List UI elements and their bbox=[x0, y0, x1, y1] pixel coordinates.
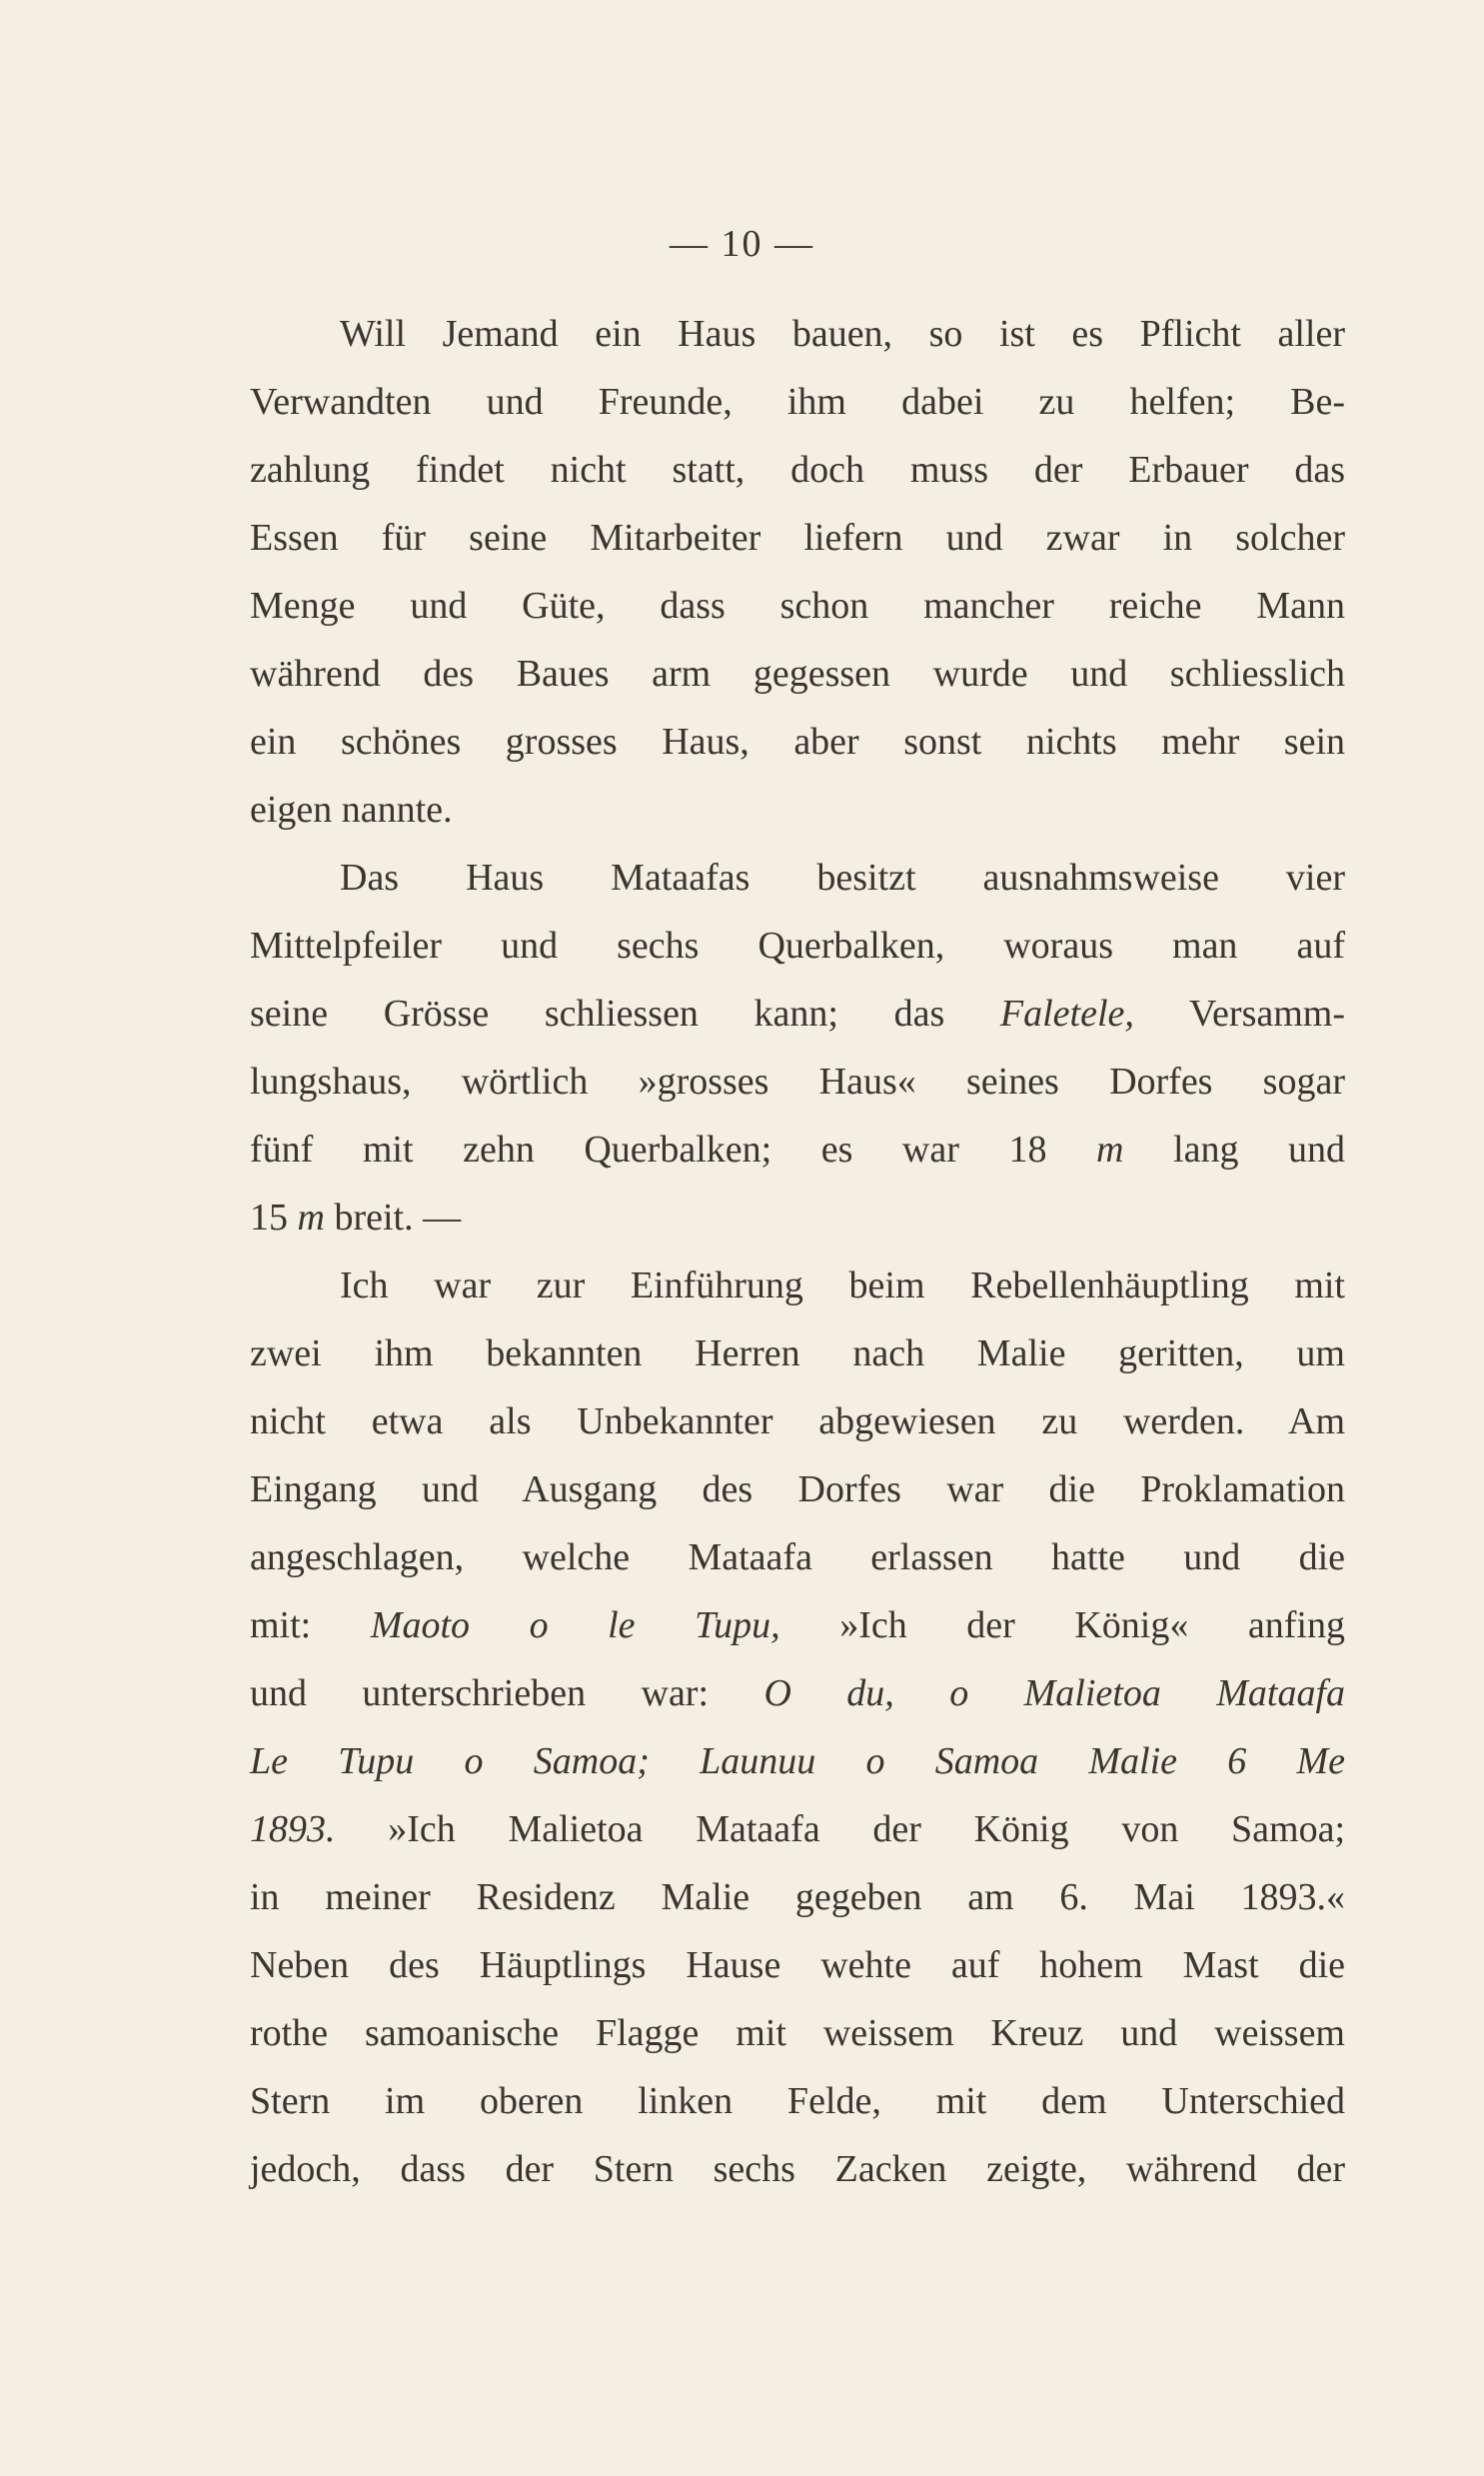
text-line: Essen für seine Mitarbeiter liefern und zwar in solcher bbox=[250, 517, 1345, 559]
text-segment: und unterschrieben war: bbox=[250, 1672, 710, 1714]
text-line: in meiner Residenz Malie gegeben am 6. Mai 1893.« bbox=[250, 1876, 1345, 1918]
text-line: lungshaus, wörtlich »grosses Haus« seines Dorfes sogar bbox=[250, 1061, 1345, 1103]
page-number: — 10 — bbox=[670, 223, 814, 265]
text-segment: 15 bbox=[250, 1197, 288, 1238]
text-line: Ich war zur Einführung beim Rebellenhäuptling mit bbox=[340, 1264, 1345, 1306]
italic-date: 1893. bbox=[250, 1808, 336, 1850]
text-line: Verwandten und Freunde, ihm dabei zu helfen; Be- bbox=[250, 381, 1345, 423]
italic-quote: Le Tupu o Samoa; bbox=[250, 1740, 650, 1782]
text-line: Neben des Häuptlings Hause wehte auf hohem Mast die bbox=[250, 1944, 1345, 1986]
italic-quote: O du, o Malietoa Mataafa bbox=[763, 1672, 1346, 1714]
text-segment: Versamm- bbox=[1188, 993, 1345, 1035]
text-line: jedoch, dass der Stern sechs Zacken zeigte, während der bbox=[250, 2148, 1345, 2190]
text-line: rothe samoanische Flagge mit weissem Kreuz und weissem bbox=[250, 2012, 1345, 2054]
text-line: Will Jemand ein Haus bauen, so ist es Pflicht aller bbox=[340, 313, 1345, 355]
text-line: Das Haus Mataafas besitzt ausnahmsweise vier bbox=[340, 857, 1345, 899]
text-line: zwei ihm bekannten Herren nach Malie geritten, um bbox=[250, 1332, 1345, 1374]
text-segment: seine Grösse schliessen kann; das bbox=[250, 993, 945, 1035]
text-line: Menge und Güte, dass schon mancher reiche Mann bbox=[250, 585, 1345, 627]
body-text bbox=[250, 300, 1345, 2203]
text-line: zahlung findet nicht statt, doch muss der Erbauer das bbox=[250, 449, 1345, 491]
text-segment: fünf mit zehn Querbalken; es war 18 bbox=[250, 1129, 1047, 1171]
text-line bbox=[250, 1591, 1345, 1659]
text-line bbox=[250, 1659, 1345, 1727]
italic-unit: m bbox=[297, 1197, 325, 1238]
text-segment: mit: bbox=[250, 1604, 312, 1646]
text-segment: »Ich der König« anfing bbox=[839, 1604, 1345, 1646]
text-segment: »Ich Malietoa Mataafa der König von Samoa; bbox=[388, 1808, 1346, 1850]
text-segment: breit. — bbox=[334, 1197, 462, 1238]
text-line: Eingang und Ausgang des Dorfes war die Proklamation bbox=[250, 1468, 1345, 1510]
text-line: Mittelpfeiler und sechs Querbalken, woraus man auf bbox=[250, 925, 1345, 967]
text-line bbox=[250, 1116, 1345, 1184]
text-line: Stern im oberen linken Felde, mit dem Unterschied bbox=[250, 2080, 1345, 2122]
text-line: ein schönes grosses Haus, aber sonst nichts mehr sein bbox=[250, 721, 1345, 763]
text-line bbox=[250, 1795, 1345, 1863]
text-line bbox=[250, 980, 1345, 1048]
text-line bbox=[250, 1727, 1345, 1795]
text-line: eigen nannte. bbox=[250, 789, 453, 831]
text-segment: lang und bbox=[1173, 1129, 1346, 1171]
italic-quote: Launuu o Samoa Malie 6 Me bbox=[700, 1740, 1346, 1782]
italic-term: Faletele, bbox=[999, 993, 1134, 1035]
italic-quote: Maoto o le Tupu, bbox=[370, 1604, 780, 1646]
text-line: angeschlagen, welche Mataafa erlassen hatte und die bbox=[250, 1536, 1345, 1578]
italic-unit: m bbox=[1096, 1129, 1124, 1171]
text-line bbox=[250, 1184, 1345, 1251]
text-line: während des Baues arm gegessen wurde und schliesslich bbox=[250, 653, 1345, 695]
text-line: nicht etwa als Unbekannter abgewiesen zu werden. Am bbox=[250, 1400, 1345, 1442]
